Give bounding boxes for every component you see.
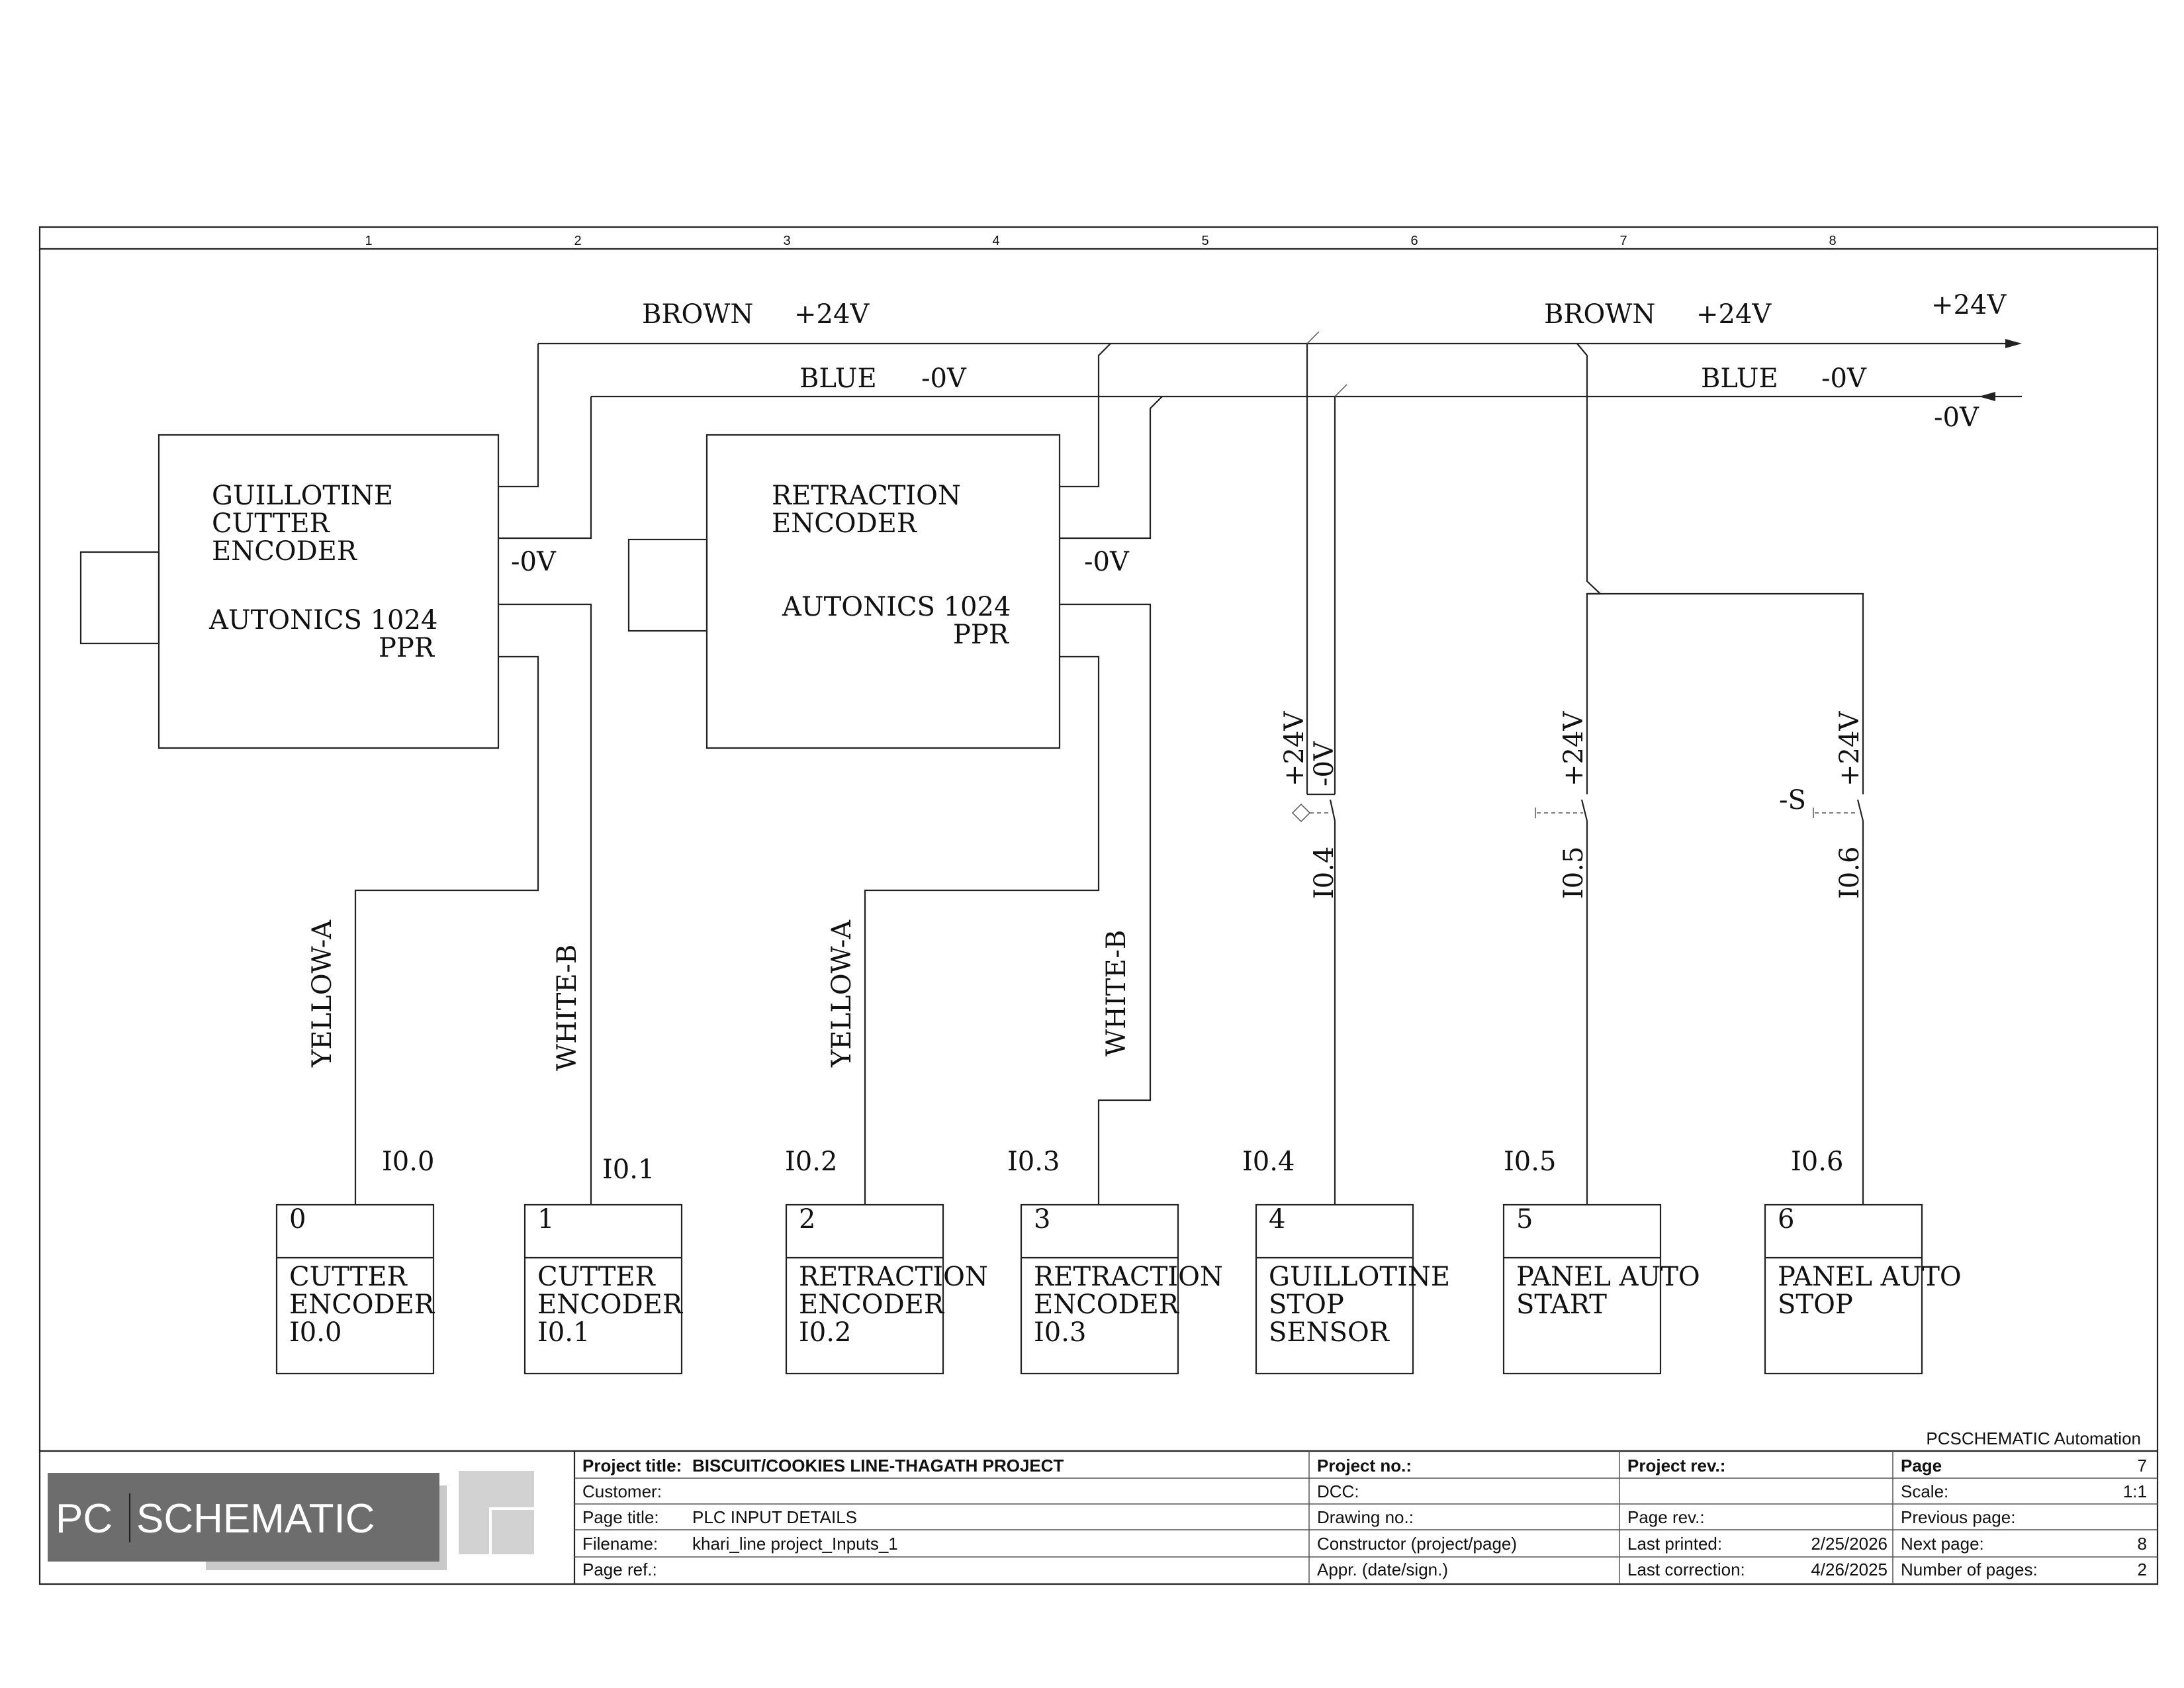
logo-text-schematic: SCHEMATIC [136, 1496, 375, 1542]
label-zero-left: -0V [921, 363, 966, 394]
stop-plus24-label: +24V [1835, 711, 1865, 786]
stop-plus24-wire [1587, 594, 1863, 794]
encoder-title-line2: CUTTER [212, 508, 330, 539]
project-no-label: Project no.: [1317, 1456, 1412, 1476]
plc-input-2 [785, 1147, 988, 1374]
encoder-ppr: PPR [953, 620, 1009, 650]
input-number: 6 [1778, 1204, 1795, 1235]
input-address: I0.3 [1007, 1147, 1060, 1177]
appr-label: Appr. (date/sign.) [1317, 1560, 1448, 1579]
input-desc-line1: CUTTER [537, 1262, 655, 1292]
input-desc-line3: SENSOR [1269, 1317, 1389, 1348]
input-address: I0.4 [1242, 1147, 1295, 1177]
stop-input-label: I0.6 [1835, 846, 1865, 899]
label-zero-right: -0V [1821, 363, 1866, 394]
input-desc-line1: RETRACTION [1034, 1262, 1223, 1292]
project-title-value: BISCUIT/COOKIES LINE-THAGATH PROJECT [692, 1456, 1064, 1476]
number-of-pages-label: Number of pages: [1901, 1560, 2038, 1579]
label-plus24-left: +24V [794, 299, 870, 330]
wire-label-white-b-2: WHITE-B [1101, 929, 1132, 1056]
input-number: 5 [1516, 1204, 1533, 1235]
switch-panel-auto-stop [1587, 594, 1865, 1205]
enc2-white-wire [1060, 604, 1150, 1205]
page-ref-label: Page ref.: [582, 1560, 657, 1579]
filename-label: Filename: [582, 1534, 659, 1554]
column-ruler [365, 234, 1836, 248]
input-number: 3 [1034, 1204, 1051, 1235]
wire-label-yellow-a-1: YELLOW-A [307, 919, 338, 1067]
supply-rails [538, 290, 2022, 433]
plc-input-5 [1504, 1147, 1700, 1374]
input-number: 2 [799, 1204, 816, 1235]
input-address: I0.2 [785, 1147, 838, 1177]
page-rev-label: Page rev.: [1627, 1507, 1705, 1527]
drawing-no-label: Drawing no.: [1317, 1507, 1414, 1527]
plus24-arrow [2005, 339, 2022, 348]
sensor-plus24-label: +24V [1279, 711, 1310, 786]
wire-label-white-b-1: WHITE-B [552, 944, 582, 1071]
input-desc-line3: I0.2 [799, 1317, 852, 1348]
input-desc-line3: I0.1 [537, 1317, 590, 1348]
input-address: I0.6 [1791, 1147, 1844, 1177]
enc2-plus24-wire [1060, 344, 1111, 487]
label-blue-right: BLUE [1701, 363, 1778, 394]
label-brown-left: BROWN [642, 299, 754, 330]
start-plus24-label: +24V [1559, 711, 1589, 786]
ruler-5: 5 [1201, 234, 1209, 248]
logo-square-back [459, 1471, 534, 1554]
encoder-title-line3: ENCODER [212, 536, 357, 567]
wire-label-yellow-a-2: YELLOW-A [827, 919, 857, 1067]
last-printed-value: 2/25/2026 [1811, 1534, 1888, 1554]
switch-contact [1858, 800, 1863, 821]
next-page-label: Next page: [1901, 1534, 1984, 1554]
dcc-label: DCC: [1317, 1481, 1359, 1501]
encoder-zero-label: -0V [1084, 547, 1129, 577]
input-desc-line2: ENCODER [799, 1289, 944, 1320]
enc2-zero-wire [1060, 397, 1162, 538]
encoder-retraction [629, 344, 1162, 1205]
plc-input-4 [1242, 1147, 1450, 1374]
encoder-title-line1: RETRACTION [772, 481, 961, 511]
project-title-label: Project title: [582, 1456, 682, 1476]
vendor-label: PCSCHEMATIC Automation [1926, 1429, 2141, 1448]
tap-mark [1307, 332, 1319, 344]
input-desc-line1: RETRACTION [799, 1262, 988, 1292]
encoder-title-line2: ENCODER [772, 508, 917, 539]
last-correction-label: Last correction: [1627, 1560, 1745, 1579]
input-desc-line2: ENCODER [537, 1289, 682, 1320]
label-arrow-zero: -0V [1934, 402, 1979, 433]
enc1-white-wire [498, 604, 591, 1205]
plc-input-1 [525, 1154, 684, 1374]
ruler-6: 6 [1410, 234, 1418, 248]
input-number: 0 [289, 1204, 306, 1235]
encoder-model: AUTONICS 1024 [782, 592, 1011, 622]
encoder-model: AUTONICS 1024 [209, 605, 438, 635]
input-number: 1 [537, 1204, 555, 1235]
zero-arrow [1979, 392, 1995, 401]
input-desc-line3: I0.3 [1034, 1317, 1087, 1348]
label-blue-left: BLUE [799, 363, 877, 394]
input-desc-line1: CUTTER [289, 1262, 407, 1292]
scale-value: 1:1 [2122, 1481, 2147, 1501]
input-desc-line1: PANEL AUTO [1516, 1262, 1700, 1292]
start-input-label: I0.5 [1559, 846, 1589, 899]
page-title-value: PLC INPUT DETAILS [692, 1507, 857, 1527]
encoder-shaft [629, 539, 707, 631]
page-label: Page [1901, 1456, 1942, 1476]
input-address: I0.0 [382, 1147, 435, 1177]
sensor-input-label: I0.4 [1309, 846, 1340, 899]
encoder-ppr: PPR [379, 633, 434, 663]
input-number: 4 [1269, 1204, 1286, 1235]
label-plus24-right: +24V [1696, 299, 1772, 330]
encoder-zero-label: -0V [511, 547, 556, 577]
switch-contact [1330, 800, 1335, 821]
input-desc-line2: STOP [1778, 1289, 1853, 1320]
next-page-value: 8 [2137, 1534, 2147, 1554]
page-value: 7 [2137, 1456, 2147, 1476]
constructor-label: Constructor (project/page) [1317, 1534, 1518, 1554]
title-block [40, 1429, 2158, 1584]
enc2-yellow-wire [865, 657, 1099, 1205]
ruler-4: 4 [992, 234, 1000, 248]
input-desc-line2: ENCODER [1034, 1289, 1179, 1320]
enc1-plus24-wire [498, 344, 538, 487]
previous-page-label: Previous page: [1901, 1507, 2016, 1527]
sensor-guillotine-stop [1279, 332, 1347, 1205]
last-printed-label: Last printed: [1627, 1534, 1723, 1554]
encoder-title-line1: GUILLOTINE [212, 481, 394, 511]
ruler-2: 2 [574, 234, 582, 248]
last-correction-value: 4/26/2025 [1811, 1560, 1888, 1579]
switch-contact [1582, 800, 1587, 821]
stop-tag-label: -S [1779, 785, 1806, 816]
label-brown-right: BROWN [1544, 299, 1656, 330]
label-arrow-plus24: +24V [1931, 290, 2007, 320]
switch-panel-auto-start [1535, 344, 1600, 1205]
ruler-3: 3 [783, 234, 791, 248]
page-title-label: Page title: [582, 1507, 659, 1527]
input-desc-line2: START [1516, 1289, 1607, 1320]
project-rev-label: Project rev.: [1627, 1456, 1726, 1476]
logo-text-pc: PC [56, 1496, 113, 1542]
sensor-zero-label: -0V [1309, 741, 1340, 786]
number-of-pages-value: 2 [2137, 1560, 2147, 1579]
input-address: I0.5 [1504, 1147, 1557, 1177]
encoder-guillotine-cutter [81, 344, 591, 1205]
ruler-1: 1 [365, 234, 373, 248]
input-desc-line2: ENCODER [289, 1289, 434, 1320]
ruler-7: 7 [1619, 234, 1627, 248]
pcschematic-logo [48, 1471, 554, 1572]
filename-value: khari_line project_Inputs_1 [692, 1534, 898, 1554]
input-desc-line1: PANEL AUTO [1778, 1262, 1962, 1292]
scale-label: Scale: [1901, 1481, 1949, 1501]
input-desc-line2: STOP [1269, 1289, 1344, 1320]
proximity-symbol-icon [1293, 804, 1310, 821]
plc-input-3 [1007, 1147, 1223, 1374]
customer-label: Customer: [582, 1481, 662, 1501]
input-desc-line1: GUILLOTINE [1269, 1262, 1451, 1292]
tap-mark [1335, 385, 1347, 397]
encoder-shaft [81, 552, 159, 643]
input-desc-line3: I0.0 [289, 1317, 342, 1348]
ruler-8: 8 [1829, 234, 1837, 248]
enc1-zero-wire [498, 397, 591, 538]
enc1-yellow-wire [355, 657, 538, 1205]
input-address: I0.1 [602, 1154, 655, 1185]
